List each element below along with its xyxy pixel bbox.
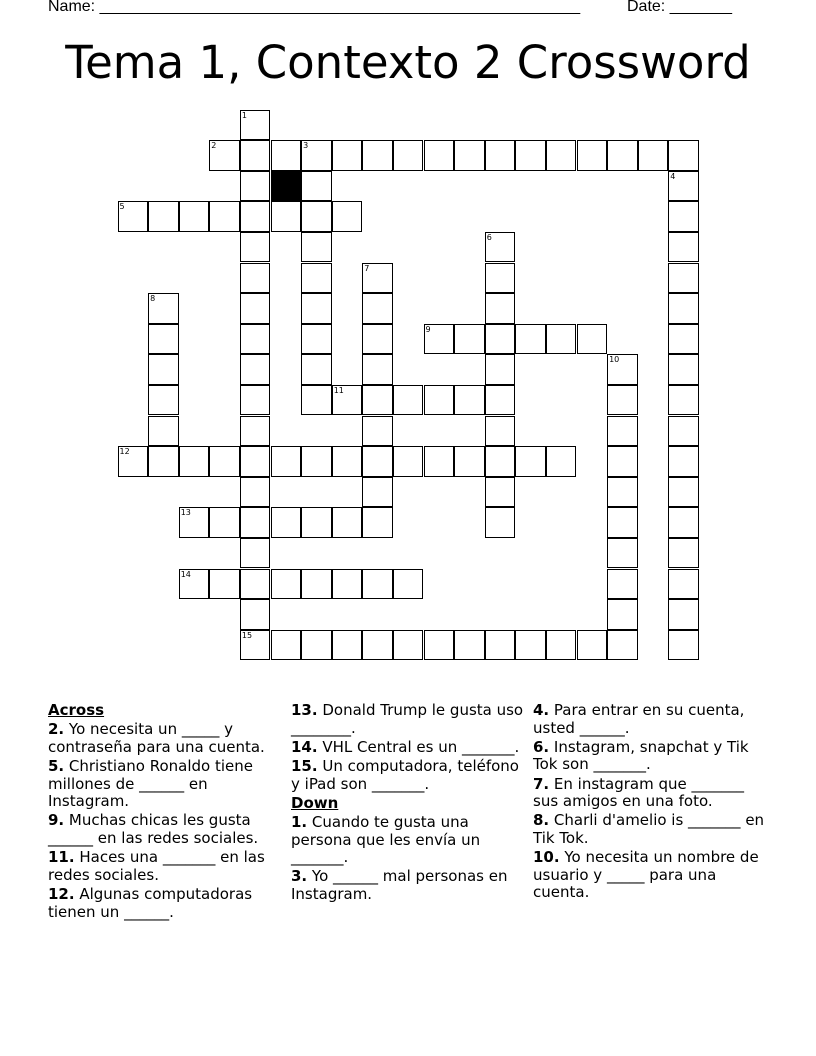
grid-cell[interactable] [577,630,608,661]
grid-cell[interactable] [240,140,271,171]
grid-cell[interactable] [240,569,271,600]
grid-cell[interactable] [240,630,271,661]
grid-cell[interactable] [424,446,455,477]
grid-cell[interactable] [362,446,393,477]
grid-cell[interactable] [668,263,699,294]
grid-cell[interactable] [240,416,271,447]
clue-number: 3 [303,141,309,151]
grid-cell[interactable] [332,201,363,232]
clue-item-text: Yo necesita un _____ y contraseña para una cuenta. [48,720,265,756]
grid-cell[interactable] [668,569,699,600]
grid-cell[interactable] [668,354,699,385]
grid-cell[interactable] [362,354,393,385]
grid-cell[interactable] [454,446,485,477]
grid-cell[interactable] [485,140,516,171]
clue-item-number: 13. [291,701,318,719]
grid-cell[interactable] [607,416,638,447]
grid-cell[interactable] [362,263,393,294]
grid-cell[interactable] [668,538,699,569]
grid-cell[interactable] [668,477,699,508]
grid-cell[interactable] [271,507,302,538]
grid-cell[interactable] [485,263,516,294]
grid-cell[interactable] [118,446,149,477]
grid-cell[interactable] [668,599,699,630]
grid-cell[interactable] [454,140,485,171]
clue-item [533,739,771,774]
grid-cell[interactable] [362,416,393,447]
clue-item-number: 4. [533,701,550,719]
grid-cell[interactable] [485,354,516,385]
grid-cell[interactable] [362,630,393,661]
grid-cell[interactable] [424,385,455,416]
grid-cell[interactable] [515,446,546,477]
clue-item [533,849,771,902]
grid-cell[interactable] [301,324,332,355]
grid-cell[interactable] [485,232,516,263]
grid-cell[interactable] [454,385,485,416]
grid-cell[interactable] [546,630,577,661]
down-heading: Down [291,793,339,812]
grid-cell[interactable] [668,507,699,538]
grid-cell[interactable] [362,569,393,600]
clue-item-text: Algunas computadoras tienen un ______. [48,884,253,921]
grid-cell[interactable] [485,477,516,508]
grid-cell[interactable] [607,569,638,600]
grid-cell[interactable] [240,507,271,538]
grid-cell[interactable] [362,477,393,508]
grid-cell[interactable] [301,293,332,324]
grid-cell[interactable] [179,569,210,600]
grid-cell[interactable] [148,446,179,477]
grid-cell[interactable] [607,507,638,538]
clue-item-text: Yo necesita un nombre de usuario y _____ para una cuenta. [533,848,759,902]
clue-item-text: Un computadora, teléfono y iPad son _______. [291,756,519,793]
grid-cell[interactable] [148,201,179,232]
clue-item-text: VHL Central es un _______. [317,737,520,756]
clue-item [533,702,771,737]
clue-item-text: Yo ______ mal personas en Instagram. [291,867,508,903]
clues-column-3 [533,702,771,904]
grid-cell[interactable] [393,140,424,171]
grid-cell[interactable] [301,385,332,416]
grid-cell[interactable] [148,324,179,355]
across-heading: Across [48,701,105,719]
clue-item-text: Donald Trump le gusta uso ________. [291,701,524,737]
grid-cell[interactable] [240,232,271,263]
grid-cell[interactable] [454,630,485,661]
clue-item-number: 15. [291,756,318,775]
clue-item [291,702,527,737]
grid-cell[interactable] [240,263,271,294]
clue-item-number: 3. [291,867,308,886]
clues-column-1 [48,702,286,923]
grid-cell[interactable] [240,599,271,630]
grid-block-cell [271,171,302,202]
clue-number: 11 [333,385,344,395]
grid-cell[interactable] [393,569,424,600]
grid-cell[interactable] [301,232,332,263]
grid-cell[interactable] [179,446,210,477]
clue-item-number: 12. [48,884,75,903]
grid-cell[interactable] [332,446,363,477]
clue-item-text: En instagram que _______ sus amigos en una foto. [533,774,745,811]
grid-cell[interactable] [118,201,149,232]
grid-cell[interactable] [301,201,332,232]
grid-cell[interactable] [546,446,577,477]
grid-cell[interactable] [515,140,546,171]
grid-cell[interactable] [332,385,363,416]
clue-item-text: Instagram, snapchat y Tik Tok son _______. [533,737,749,774]
date-field[interactable]: Date: _______ [627,0,732,15]
clue-number: 7 [364,263,370,273]
clue-item [48,758,286,811]
grid-cell[interactable] [485,293,516,324]
grid-cell[interactable] [209,507,240,538]
clue-number: 9 [425,324,431,334]
clue-item-number: 6. [533,737,550,756]
grid-cell[interactable] [301,507,332,538]
grid-cell[interactable] [485,324,516,355]
grid-cell[interactable] [148,293,179,324]
clue-item-number: 11. [48,848,75,867]
clue-number: 12 [119,447,130,457]
grid-cell[interactable] [454,324,485,355]
grid-cell[interactable] [362,385,393,416]
grid-cell[interactable] [179,201,210,232]
grid-cell[interactable] [393,630,424,661]
clue-item [291,814,527,867]
clue-item [48,721,286,756]
grid-cell[interactable] [515,630,546,661]
clue-item-number: 1. [291,812,308,831]
clue-number: 5 [119,202,125,212]
grid-cell[interactable] [301,263,332,294]
grid-cell[interactable] [668,232,699,263]
grid-cell[interactable] [240,446,271,477]
grid-cell[interactable] [362,324,393,355]
grid-cell[interactable] [240,171,271,202]
grid-cell[interactable] [332,630,363,661]
grid-cell[interactable] [424,140,455,171]
clue-item-number: 2. [48,720,65,739]
clue-item-number: 10. [533,848,560,867]
grid-cell[interactable] [485,385,516,416]
grid-cell[interactable] [638,140,669,171]
grid-cell[interactable] [393,385,424,416]
grid-cell[interactable] [240,110,271,141]
puzzle-title: Tema 1, Contexto 2 Crossword [65,36,751,89]
clue-item-text: Haces una _______ en las redes sociales. [48,848,265,884]
clue-item [533,776,771,811]
grid-cell[interactable] [301,171,332,202]
grid-cell[interactable] [607,599,638,630]
grid-cell[interactable] [362,140,393,171]
grid-cell[interactable] [240,538,271,569]
grid-cell[interactable] [668,385,699,416]
grid-cell[interactable] [271,446,302,477]
grid-cell[interactable] [362,293,393,324]
grid-cell[interactable] [485,630,516,661]
grid-cell[interactable] [485,416,516,447]
clue-item-text: Cuando te gusta una persona que les envía un _______. [291,812,481,867]
grid-cell[interactable] [301,354,332,385]
grid-cell[interactable] [668,201,699,232]
clue-item-text: Muchas chicas les gusta ______ en las redes sociales. [48,811,259,847]
grid-cell[interactable] [148,416,179,447]
grid-cell[interactable] [332,140,363,171]
grid-cell[interactable] [546,140,577,171]
clue-item [291,868,527,903]
grid-cell[interactable] [668,140,699,171]
grid-cell[interactable] [271,569,302,600]
grid-cell[interactable] [607,385,638,416]
clue-item-number: 14. [291,737,318,756]
clue-item-text: Charli d'amelio is _______ en Tik Tok. [533,811,765,847]
clue-item-number: 5. [48,756,65,775]
grid-cell[interactable] [668,446,699,477]
grid-cell[interactable] [240,385,271,416]
grid-cell[interactable] [179,507,210,538]
clue-item-number: 7. [533,774,550,793]
grid-cell[interactable] [240,477,271,508]
grid-cell[interactable] [209,201,240,232]
clue-number: 2 [211,141,217,151]
grid-cell[interactable] [577,140,608,171]
clue-number: 14 [180,569,191,579]
clue-item [48,886,286,921]
clue-number: 1 [241,110,247,120]
grid-cell[interactable] [668,416,699,447]
grid-cell[interactable] [607,630,638,661]
grid-cell[interactable] [240,324,271,355]
grid-cell[interactable] [301,446,332,477]
grid-cell[interactable] [271,201,302,232]
clue-number: 13 [180,508,191,518]
clue-number: 8 [150,294,156,304]
grid-cell[interactable] [607,140,638,171]
clue-item-number: 8. [533,811,550,830]
grid-cell[interactable] [668,324,699,355]
grid-cell[interactable] [148,385,179,416]
clue-item [291,739,527,757]
grid-cell[interactable] [668,171,699,202]
clue-item [533,812,771,847]
clue-number: 4 [670,171,676,181]
grid-cell[interactable] [668,293,699,324]
grid-cell[interactable] [607,477,638,508]
clue-number: 6 [486,232,492,242]
grid-cell[interactable] [271,140,302,171]
grid-cell[interactable] [362,507,393,538]
clue-item [291,758,527,793]
grid-cell[interactable] [148,354,179,385]
grid-cell[interactable] [546,324,577,355]
name-field[interactable]: Name: ______________________________________________________ [48,0,581,15]
clue-number: 15 [241,630,253,640]
grid-cell[interactable] [240,354,271,385]
grid-cell[interactable] [393,446,424,477]
grid-cell[interactable] [577,324,608,355]
clue-item [48,812,286,847]
grid-cell[interactable] [485,507,516,538]
grid-cell[interactable] [301,630,332,661]
clues-column-2 [291,702,527,905]
grid-cell[interactable] [301,140,332,171]
grid-cell[interactable] [332,507,363,538]
grid-cell[interactable] [209,569,240,600]
grid-cell[interactable] [424,630,455,661]
clue-item-number: 9. [48,811,65,830]
clue-item-text: Christiano Ronaldo tiene millones de ______ en Instagram. [48,756,254,811]
grid-cell[interactable] [301,569,332,600]
grid-cell[interactable] [668,630,699,661]
grid-cell[interactable] [240,201,271,232]
grid-cell[interactable] [485,446,516,477]
grid-cell[interactable] [332,569,363,600]
clue-number: 10 [609,355,620,365]
grid-cell[interactable] [424,324,455,355]
grid-cell[interactable] [607,538,638,569]
grid-cell[interactable] [240,293,271,324]
grid-cell[interactable] [271,630,302,661]
grid-cell[interactable] [515,324,546,355]
grid-cell[interactable] [209,446,240,477]
clue-item [48,849,286,884]
grid-cell[interactable] [607,446,638,477]
clue-item-text: Para entrar en su cuenta, usted ______. [533,701,745,737]
grid-cell[interactable] [607,354,638,385]
grid-cell[interactable] [209,140,240,171]
